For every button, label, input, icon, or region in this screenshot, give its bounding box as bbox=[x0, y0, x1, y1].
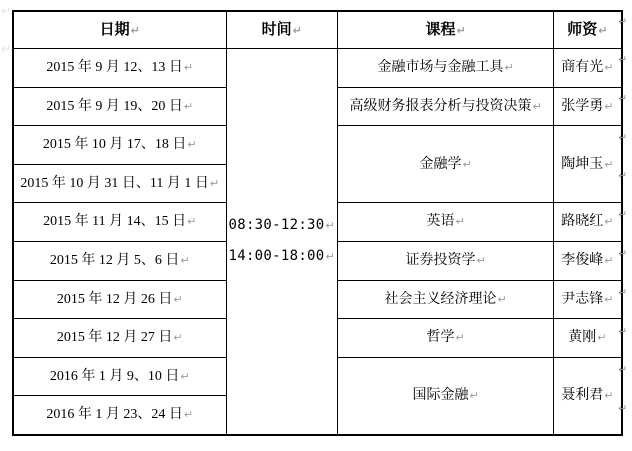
date-cell: 2015 年 10 月 17、18 日↵ bbox=[13, 126, 226, 165]
paragraph-mark-icon: ↵ bbox=[130, 23, 140, 37]
paragraph-mark-icon: ↵ bbox=[604, 215, 614, 229]
paragraph-mark-icon: ↵ bbox=[183, 61, 194, 75]
date-cell: 2015 年 12 月 5、6 日↵ bbox=[13, 241, 226, 280]
date-cell: 2015 年 11 月 14、15 日↵ bbox=[13, 203, 226, 242]
paragraph-mark-icon: ↵ bbox=[604, 99, 614, 113]
time-afternoon: 14:00-18:00↵ bbox=[228, 247, 336, 264]
paragraph-mark-icon: ↵ bbox=[183, 99, 194, 113]
paragraph-mark-icon: ↵ bbox=[209, 176, 220, 190]
teacher-cell: 黄刚↵ bbox=[554, 319, 622, 358]
teacher-cell: 李俊峰↵ bbox=[554, 241, 622, 280]
paragraph-mark-icon: ↵ bbox=[325, 219, 336, 233]
row-end-mark-icon: ↵ bbox=[618, 53, 628, 66]
row-end-mark-icon: ↵ bbox=[618, 363, 628, 377]
course-cell: 金融学↵ bbox=[338, 126, 554, 203]
teacher-cell: 尹志锋↵ bbox=[554, 280, 622, 319]
paragraph-mark-icon: ↵ bbox=[604, 157, 614, 171]
paragraph-mark-icon: ↵ bbox=[292, 23, 302, 37]
header-date: 日期↵ bbox=[13, 11, 226, 49]
paragraph-mark-icon: ↵ bbox=[604, 254, 614, 268]
date-cell: 2015 年 9 月 19、20 日↵ bbox=[13, 87, 226, 126]
row-end-mark-icon: ↵ bbox=[618, 130, 628, 144]
course-schedule-table bbox=[12, 10, 623, 436]
paragraph-mark-icon: ↵ bbox=[455, 331, 465, 345]
time-morning: 08:30-12:30↵ bbox=[228, 217, 336, 234]
paragraph-mark-icon: ↵ bbox=[604, 61, 614, 75]
header-teacher: 师资↵ bbox=[554, 11, 622, 49]
paragraph-mark-icon: ↵ bbox=[180, 369, 190, 383]
paragraph-mark-icon: ↵ bbox=[173, 331, 183, 345]
date-cell: 2015 年 10 月 31 日、11 月 1 日↵ bbox=[13, 164, 226, 203]
table-header-row bbox=[13, 11, 622, 49]
teacher-cell: 陶坤玉↵ bbox=[554, 126, 622, 203]
paragraph-mark-icon: ↵ bbox=[455, 215, 465, 229]
paragraph-mark-icon: ↵ bbox=[598, 23, 608, 37]
table-row bbox=[13, 49, 622, 88]
paragraph-mark-icon: ↵ bbox=[504, 61, 514, 75]
teacher-cell: 商有光↵ bbox=[554, 49, 622, 88]
paragraph-mark-icon: ↵ bbox=[497, 292, 507, 306]
row-end-mark-icon: ↵ bbox=[618, 402, 628, 416]
course-cell: 哲学↵ bbox=[338, 319, 554, 358]
date-cell: 2015 年 9 月 12、13 日↵ bbox=[13, 49, 226, 88]
paragraph-mark-icon: ↵ bbox=[604, 292, 614, 306]
row-end-mark-icon: ↵ bbox=[618, 324, 628, 338]
paragraph-mark-icon: ↵ bbox=[183, 408, 194, 422]
paragraph-mark-icon: ↵ bbox=[187, 215, 197, 229]
teacher-cell: 聂利君↵ bbox=[554, 357, 622, 435]
margin-paragraph-mark: ↵ bbox=[1, 4, 12, 18]
row-end-mark-icon: ↵ bbox=[618, 208, 628, 222]
course-cell: 高级财务报表分析与投资决策↵ bbox=[338, 87, 554, 126]
row-end-mark-icon: ↵ bbox=[618, 169, 628, 183]
paragraph-mark-icon: ↵ bbox=[469, 389, 479, 403]
row-end-mark-icon: ↵ bbox=[618, 246, 628, 260]
date-cell: 2016 年 1 月 9、10 日↵ bbox=[13, 357, 226, 396]
date-cell: 2015 年 12 月 27 日↵ bbox=[13, 319, 226, 358]
paragraph-mark-icon: ↵ bbox=[180, 254, 190, 268]
time-cell bbox=[226, 49, 338, 435]
course-cell: 国际金融↵ bbox=[338, 357, 554, 435]
header-time: 时间↵ bbox=[226, 11, 338, 49]
margin-paragraph-mark: ↵ bbox=[1, 42, 12, 56]
paragraph-mark-icon: ↵ bbox=[456, 23, 466, 37]
row-end-mark-icon: ↵ bbox=[618, 285, 628, 299]
paragraph-mark-icon: ↵ bbox=[532, 99, 542, 113]
teacher-cell: 张学勇↵ bbox=[554, 87, 622, 126]
paragraph-mark-icon: ↵ bbox=[187, 138, 197, 152]
date-cell: 2015 年 12 月 26 日↵ bbox=[13, 280, 226, 319]
teacher-cell: 路晓红↵ bbox=[554, 203, 622, 242]
row-end-mark-icon: ↵ bbox=[618, 91, 628, 105]
paragraph-mark-icon: ↵ bbox=[476, 254, 486, 268]
course-cell: 英语↵ bbox=[338, 203, 554, 242]
paragraph-mark-icon: ↵ bbox=[173, 292, 183, 306]
row-end-marks bbox=[618, 10, 627, 436]
paragraph-mark-icon: ↵ bbox=[597, 331, 607, 345]
row-end-mark-icon: ↵ bbox=[618, 15, 628, 28]
paragraph-mark-icon: ↵ bbox=[325, 249, 336, 263]
course-cell: 金融市场与金融工具↵ bbox=[338, 49, 554, 88]
paragraph-mark-icon: ↵ bbox=[462, 157, 472, 171]
course-cell: 社会主义经济理论↵ bbox=[338, 280, 554, 319]
paragraph-mark-icon: ↵ bbox=[604, 389, 614, 403]
course-cell: 证券投资学↵ bbox=[338, 241, 554, 280]
date-cell: 2016 年 1 月 23、24 日↵ bbox=[13, 396, 226, 435]
header-course: 课程↵ bbox=[338, 11, 554, 49]
